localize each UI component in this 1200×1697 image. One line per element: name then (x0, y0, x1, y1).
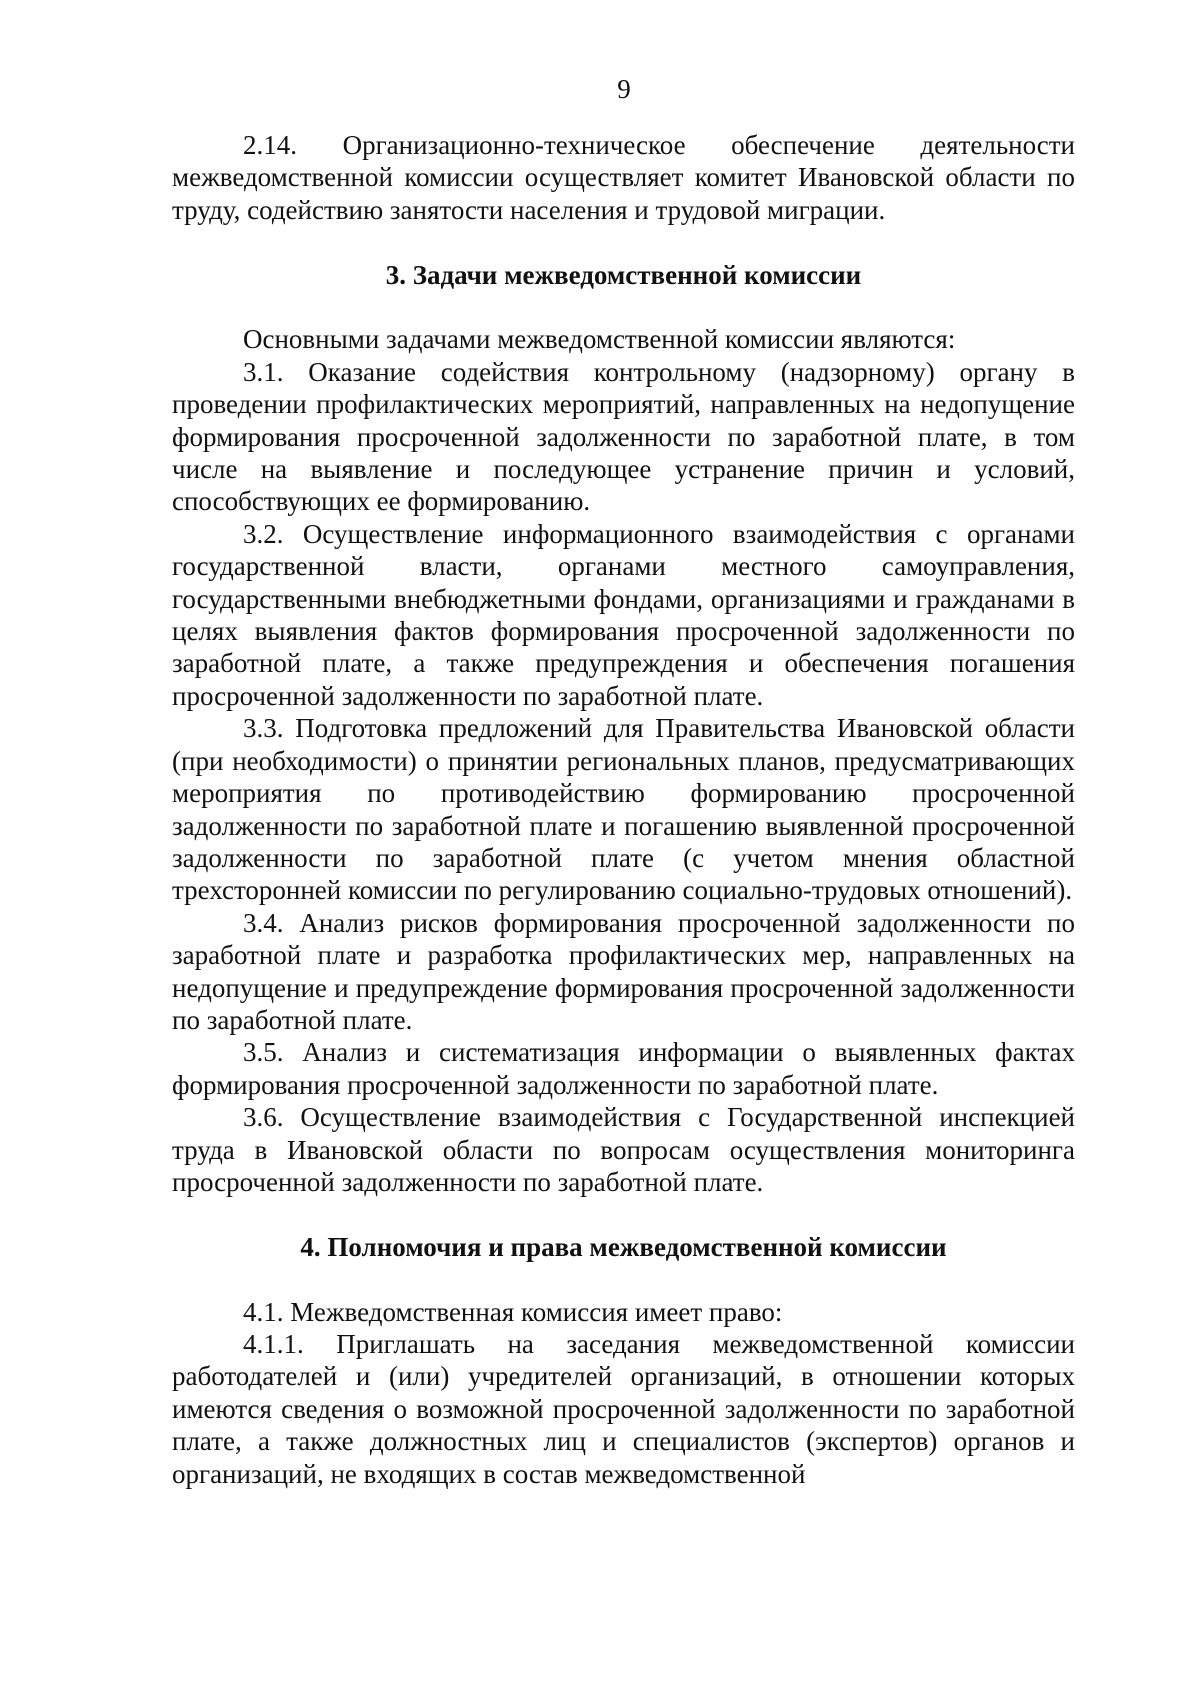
section-3-intro: Основными задачами межведомственной комиссии являются: (243, 324, 956, 355)
document-body (172, 129, 1075, 1490)
paragraph-2-14: 2.14. Организационно-техническое обеспечение деятельности межведомственной комиссии осуществляет комитет Ивановской области по труду, содействию занятости населения и трудовой миграции. (172, 130, 1075, 225)
paragraph-3-4: 3.4. Анализ рисков формирования просроченной задолженности по заработной плате и разработка профилактических мер, направленных на недопущение и предупреждение формирования просроченной задолженности по заработной плате. (172, 907, 1075, 1035)
paragraph-3-5: 3.5. Анализ и систематизация информации о выявленных фактах формирования просроченной задолженности по заработной плате. (172, 1037, 1075, 1100)
blank-line (172, 291, 1075, 323)
paragraph-4-1-1: 4.1.1. Приглашать на заседания межведомственной комиссии работодателей и (или) учредителей организаций, в отношении которых имеются сведения о возможной просроченной задолженности по заработной плате, а также должностных лиц и специалистов (экспертов) органов и организаций, не входящих в состав межведомственной (172, 1328, 1075, 1489)
paragraph-4-1: 4.1. Межведомственная комиссия имеет право: (243, 1296, 783, 1327)
paragraph-3-1: 3.1. Оказание содействия контрольному (надзорному) органу в проведении профилактических мероприятий, направленных на недопущение формирования просроченной задолженности по заработной плате, в том числе на выявление и последующее устранение причин и условий, способствующих ее формированию. (172, 356, 1075, 517)
blank-line (172, 1198, 1075, 1230)
page-number: 9 (617, 74, 631, 104)
paragraph-3-3: 3.3. Подготовка предложений для Правительства Ивановской области (при необходимости) о принятии региональных планов, предусматривающих мероприятия по противодействию формированию просроченной задолженности по заработной плате и погашению выявленной просроченной задолженности по заработной плате (с учетом мнения областной трехсторонней комиссии по регулированию социально-трудовых отношений). (172, 713, 1075, 906)
paragraph-3-6: 3.6. Осуществление взаимодействия с Государственной инспекцией труда в Ивановской области по вопросам осуществления мониторинга просроченной задолженности по заработной плате. (172, 1102, 1075, 1197)
blank-line (172, 1263, 1075, 1295)
blank-line (172, 226, 1075, 258)
section-4-heading: 4. Полномочия и права межведомственной комиссии (300, 1231, 947, 1262)
section-3-heading: 3. Задачи межведомственной комиссии (385, 259, 862, 290)
paragraph-3-2: 3.2. Осуществление информационного взаимодействия с органами государственной власти, органами местного самоуправления, государственными внебюджетными фондами, организациями и гражданами в целях выявления фактов формирования просроченной задолженности по заработной плате, а также предупреждения и обеспечения погашения просроченной задолженности по заработной плате. (172, 518, 1075, 711)
